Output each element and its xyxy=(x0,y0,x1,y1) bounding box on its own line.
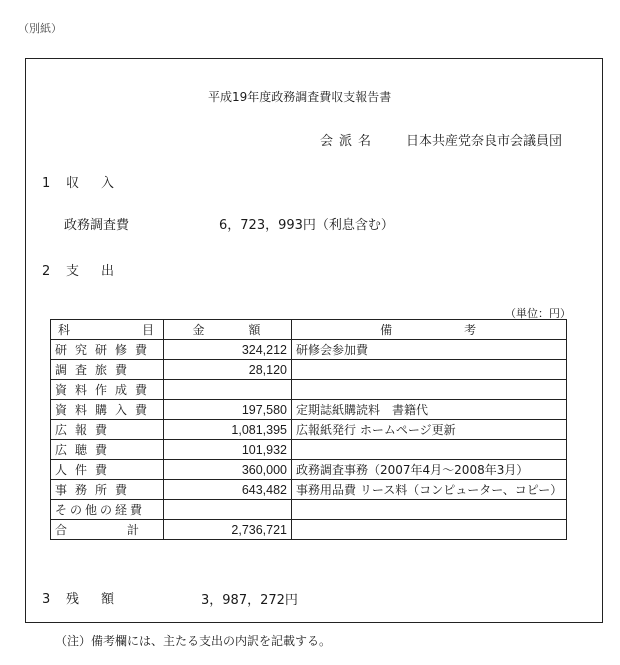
row-note: 事務用品費 リース料（コンピューター、コピー） xyxy=(292,480,567,500)
row-amount xyxy=(164,500,292,520)
row-amount: 28,120 xyxy=(164,360,292,380)
row-note xyxy=(292,500,567,520)
row-amount: 324,212 xyxy=(164,340,292,360)
total-amount: 2,736,721 xyxy=(164,520,292,540)
expenditure-heading: 支出 xyxy=(66,264,137,279)
row-item: 事務所費 xyxy=(51,480,164,500)
row-item: 資料作成費 xyxy=(51,380,164,400)
row-note xyxy=(292,440,567,460)
row-item: 人件費 xyxy=(51,460,164,480)
expenditure-rows xyxy=(51,340,567,540)
income-heading: 収入 xyxy=(66,176,137,191)
row-item: 研究研修費 xyxy=(51,340,164,360)
table-row xyxy=(51,420,567,440)
total-note xyxy=(292,520,567,540)
row-amount: 197,580 xyxy=(164,400,292,420)
row-item: 資料購入費 xyxy=(51,400,164,420)
row-item: 調査旅費 xyxy=(51,360,164,380)
row-amount: 643,482 xyxy=(164,480,292,500)
row-note: 研修会参加費 xyxy=(292,340,567,360)
balance-amount: 3，987，272円 xyxy=(201,593,298,608)
header-item: 科 目 xyxy=(51,320,164,340)
table-row xyxy=(51,360,567,380)
report-title: 平成19年度政務調査費収支報告書 xyxy=(208,90,392,104)
income-section-number: 1 xyxy=(42,176,51,191)
balance-heading: 残額 xyxy=(66,592,137,607)
header-note: 備 考 xyxy=(292,320,567,340)
faction-name: 日本共産党奈良市会議員団 xyxy=(406,134,563,149)
table-row xyxy=(51,500,567,520)
row-note: 広報紙発行 ホームページ更新 xyxy=(292,420,567,440)
table-header-row xyxy=(51,320,567,340)
balance-section-number: 3 xyxy=(42,592,51,607)
table-row xyxy=(51,480,567,500)
table-total-row xyxy=(51,520,567,540)
table-row xyxy=(51,380,567,400)
income-amount: 6，723，993円（利息含む） xyxy=(219,218,394,233)
expenditure-section-heading xyxy=(42,260,136,279)
header-amount: 金 額 xyxy=(164,320,292,340)
expenditure-section-number: 2 xyxy=(42,264,51,279)
attachment-label: （別紙） xyxy=(18,22,62,35)
row-amount: 101,932 xyxy=(164,440,292,460)
row-item: その他の経費 xyxy=(51,500,164,520)
income-section-heading xyxy=(42,172,136,191)
table-row xyxy=(51,460,567,480)
row-note xyxy=(292,380,567,400)
table-row xyxy=(51,400,567,420)
income-item-label: 政務調査費 xyxy=(64,218,130,233)
expenditure-table xyxy=(50,319,567,540)
total-label: 合 計 xyxy=(51,520,164,540)
table-row xyxy=(51,340,567,360)
row-note: 定期誌紙購読料 書籍代 xyxy=(292,400,567,420)
row-amount: 360,000 xyxy=(164,460,292,480)
row-amount: 1,081,395 xyxy=(164,420,292,440)
row-item: 広報費 xyxy=(51,420,164,440)
footnote: （注）備考欄には、主たる支出の内訳を記載する。 xyxy=(55,634,332,648)
unit-label: （単位：円） xyxy=(505,307,571,320)
row-amount xyxy=(164,380,292,400)
row-item: 広聴費 xyxy=(51,440,164,460)
faction-label: 会派名 xyxy=(320,134,378,149)
row-note: 政務調査事務（2007年4月～2008年3月） xyxy=(292,460,567,480)
balance-section-heading xyxy=(42,588,136,607)
table-row xyxy=(51,440,567,460)
row-note xyxy=(292,360,567,380)
